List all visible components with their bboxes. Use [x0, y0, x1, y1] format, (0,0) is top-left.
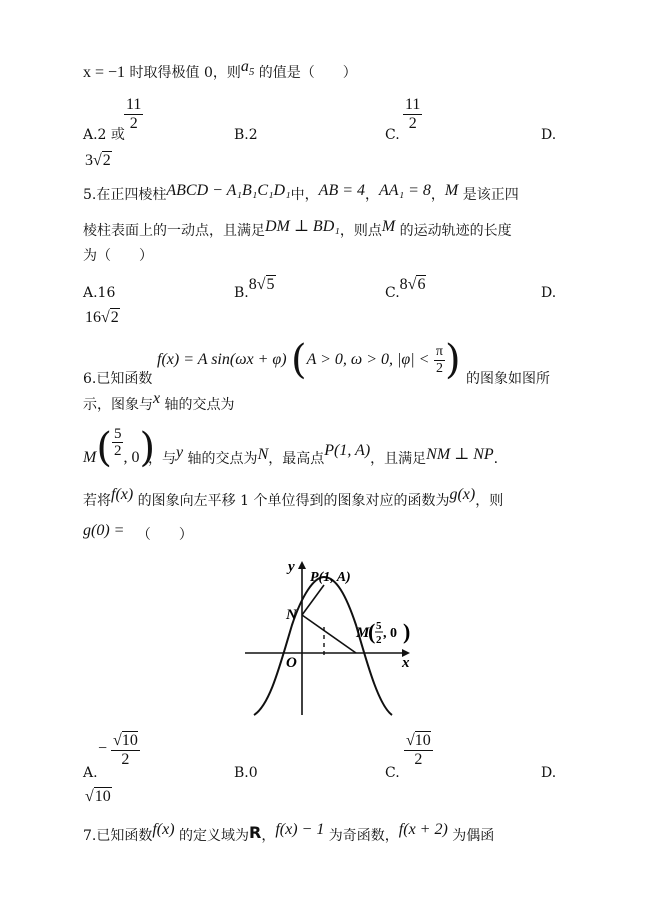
n-label: N — [286, 607, 297, 623]
sine-curve — [254, 577, 392, 715]
q6-stem-line5 — [83, 522, 193, 544]
q4-opt-c-num: 11 — [405, 96, 421, 113]
q7-tail: 为偶函 — [447, 828, 495, 844]
q6-opt-d-rad: 10 — [94, 788, 111, 805]
y-axis-arrow-icon — [298, 561, 306, 569]
q5-opt-b-coef: 8 — [248, 276, 257, 293]
q6-m-paren-right: ) — [139, 425, 156, 471]
q6-period: . — [493, 451, 499, 467]
q5-cond: DM ⊥ BD₁ — [265, 218, 340, 235]
q5-ab: AB = 4 — [318, 182, 366, 199]
segment-np — [302, 585, 324, 615]
q5-option-d[interactable]: D. — [541, 285, 557, 301]
q4-stem-tail: 的值是（ ） — [254, 65, 357, 81]
q6-line4c: ，则 — [475, 493, 504, 509]
q4-opt-c-fraction — [403, 96, 422, 133]
q4-opt-c-den: 2 — [408, 115, 417, 132]
origin-label: O — [286, 655, 297, 671]
q6-line3a: ，与 — [148, 451, 176, 467]
q6-cond-den: 2 — [435, 360, 443, 376]
q6-line3d: ，且满足 — [370, 451, 427, 467]
q6-option-c[interactable]: C. — [385, 765, 400, 781]
q6-g0: g(0) = — [83, 522, 125, 539]
q5-stem-line1 — [83, 182, 519, 204]
q5-opt-b-rad: 5 — [266, 276, 275, 293]
q6-option-b[interactable]: B.0 — [234, 765, 258, 781]
m-paren-left: ( — [368, 619, 376, 644]
m-frac-num: 5 — [376, 620, 382, 632]
q4-stem-text: 时取得极值 0，则 — [125, 65, 241, 81]
q6-stem-line3-text — [148, 442, 499, 468]
q6-opt-c-den: 2 — [414, 751, 423, 768]
q6-opt-d-value: √10 — [85, 788, 111, 805]
q5-stem-line2 — [83, 218, 512, 240]
q5-m2: M — [381, 218, 396, 235]
q5-comma1: ， — [365, 187, 380, 203]
q5-opt-c-label: C. — [385, 285, 400, 301]
q6-opt-a-fraction: $\frac{√10}{2}$ — [113, 732, 138, 768]
q4-opt-d-coef: 3 — [85, 152, 93, 169]
q5-line2b: ，则点 — [339, 223, 382, 239]
q5-option-a[interactable]: A.16 — [83, 285, 116, 301]
segment-nm — [302, 615, 356, 653]
q7-comma: ， — [261, 828, 276, 844]
q4-stem — [83, 58, 357, 87]
q5-line2c: 的运动轨迹的长度 — [395, 223, 512, 239]
q5-comma2: ， — [430, 187, 445, 203]
q4-option-b[interactable]: B.2 — [234, 127, 258, 143]
q6-line2a: 示，图象与 — [83, 397, 153, 413]
q6-stem-line4 — [83, 486, 504, 510]
q5-line2a: 棱柱表面上的一动点，且满足 — [83, 223, 265, 239]
p-label: P(1, A) — [310, 570, 351, 585]
y-axis-label: y — [288, 559, 295, 575]
q6-opt-a-sign: − — [98, 740, 108, 757]
m-label: M — [356, 625, 370, 641]
q6-cond: A > 0, ω > 0, |φ| < — [306, 351, 430, 368]
q6-suffix: 的图象如图所 — [466, 371, 550, 387]
q4-opt-d-rad: 2 — [102, 152, 111, 169]
q4-option-a[interactable]: A.2 或 — [83, 127, 125, 143]
q5-m: M — [444, 182, 459, 199]
q5-stem-line3: 为（ ） — [83, 248, 153, 264]
q6-m-fraction — [112, 426, 124, 459]
q5-option-b[interactable]: B.8√5 — [234, 276, 275, 301]
q6-function-def — [157, 337, 461, 383]
q6-x: x — [153, 390, 161, 407]
q6-opt-c-rad: 10 — [414, 732, 431, 749]
q6-line3c: ，最高点 — [268, 451, 325, 467]
q6-func: f(x) = A sin(ωx + φ) — [157, 351, 287, 368]
q5-prefix: 5.在正四棱柱 — [83, 187, 167, 203]
q6-opt-c-fraction: $\frac{√10}{2}$ — [406, 732, 431, 768]
q7-mid2: 为奇函数， — [324, 828, 399, 844]
q6-y: y — [176, 444, 184, 461]
q6-prefix: 6.已知函数 — [83, 371, 153, 387]
q6-perp: NM ⊥ NP — [426, 446, 494, 463]
q5-opt-b-label: B. — [234, 285, 249, 301]
q6-line4b: 的图象向左平移 1 个单位得到的图象对应的函数为 — [133, 493, 450, 509]
q4-opt-a-num: 11 — [126, 96, 142, 113]
q6-m-label: M — [83, 449, 97, 466]
q6-option-a[interactable]: A. — [83, 765, 98, 781]
q5-aa1: AA₁ = 8 — [379, 182, 431, 199]
q7-fx2: f(x + 2) — [398, 821, 448, 838]
q6-cond-num: π — [435, 343, 443, 359]
q5-opt-c-rad: 6 — [417, 276, 426, 293]
q6-stem-line2 — [83, 390, 235, 414]
q4-a-subscript: 5 — [248, 65, 255, 78]
q7-prefix: 7.已知函数 — [83, 828, 153, 844]
m-paren-right: ) — [403, 619, 411, 644]
q6-m-num: 5 — [113, 426, 122, 442]
q7-stem — [83, 821, 495, 845]
q6-opt-a-rad: 10 — [121, 732, 138, 749]
q6-opt-c-value — [404, 732, 433, 769]
q5-opt-d-coef: 16 — [85, 309, 101, 326]
x-axis-label: x — [402, 655, 410, 671]
q7-fx1: f(x) − 1 — [275, 821, 325, 838]
q6-stem-line3 — [83, 426, 155, 470]
q6-paren-left: ( — [291, 337, 307, 383]
q7-fx: f(x) — [152, 821, 175, 838]
q4-opt-a-fraction — [124, 96, 143, 133]
q4-a-symbol: a — [240, 58, 249, 75]
q6-p: P(1, A) — [324, 442, 371, 459]
q6-option-d[interactable]: D. — [541, 765, 557, 781]
q5-tail1: 是该正四 — [458, 187, 519, 203]
q7-R: R — [249, 823, 262, 842]
q6-function-graph — [240, 555, 420, 720]
q4-option-c[interactable]: C. — [385, 127, 400, 143]
q6-line2b: 轴的交点为 — [160, 397, 235, 413]
q6-line4a: 若将 — [83, 493, 111, 509]
q5-prism: ABCD − A₁B₁C₁D₁ — [166, 182, 291, 199]
q7-mid1: 的定义域为 — [174, 828, 250, 844]
m-frac-den: 2 — [376, 634, 382, 646]
q6-m-zero: , 0 — [123, 449, 140, 466]
q6-m-den: 2 — [113, 443, 122, 459]
q6-opt-a-value — [98, 732, 140, 769]
q4-option-d[interactable]: D. — [541, 127, 557, 143]
q6-blank: （ ） — [136, 527, 193, 543]
q4-stem-math: x = −1 — [83, 64, 126, 81]
q5-mid: 中， — [290, 187, 319, 203]
q4-opt-a-den: 2 — [129, 115, 138, 132]
q5-opt-d-rad: 2 — [110, 309, 119, 326]
m-tail: , 0 — [383, 626, 397, 641]
q6-m-paren-left: ( — [96, 425, 112, 471]
q6-line3b: 轴的交点为 — [183, 451, 258, 467]
q5-option-c[interactable]: C.8√6 — [385, 276, 426, 301]
q6-n: N — [257, 446, 269, 463]
q6-cond-fraction — [434, 344, 445, 377]
q5-opt-d-value: 16√2 — [85, 309, 119, 326]
q6-fx: f(x) — [111, 486, 134, 503]
q6-opt-a-den: 2 — [121, 751, 130, 768]
q4-opt-d-value: 3√2 — [85, 152, 111, 169]
q6-paren-right: ) — [445, 337, 461, 383]
q5-opt-c-coef: 8 — [399, 276, 408, 293]
q6-gx: g(x) — [449, 486, 476, 503]
